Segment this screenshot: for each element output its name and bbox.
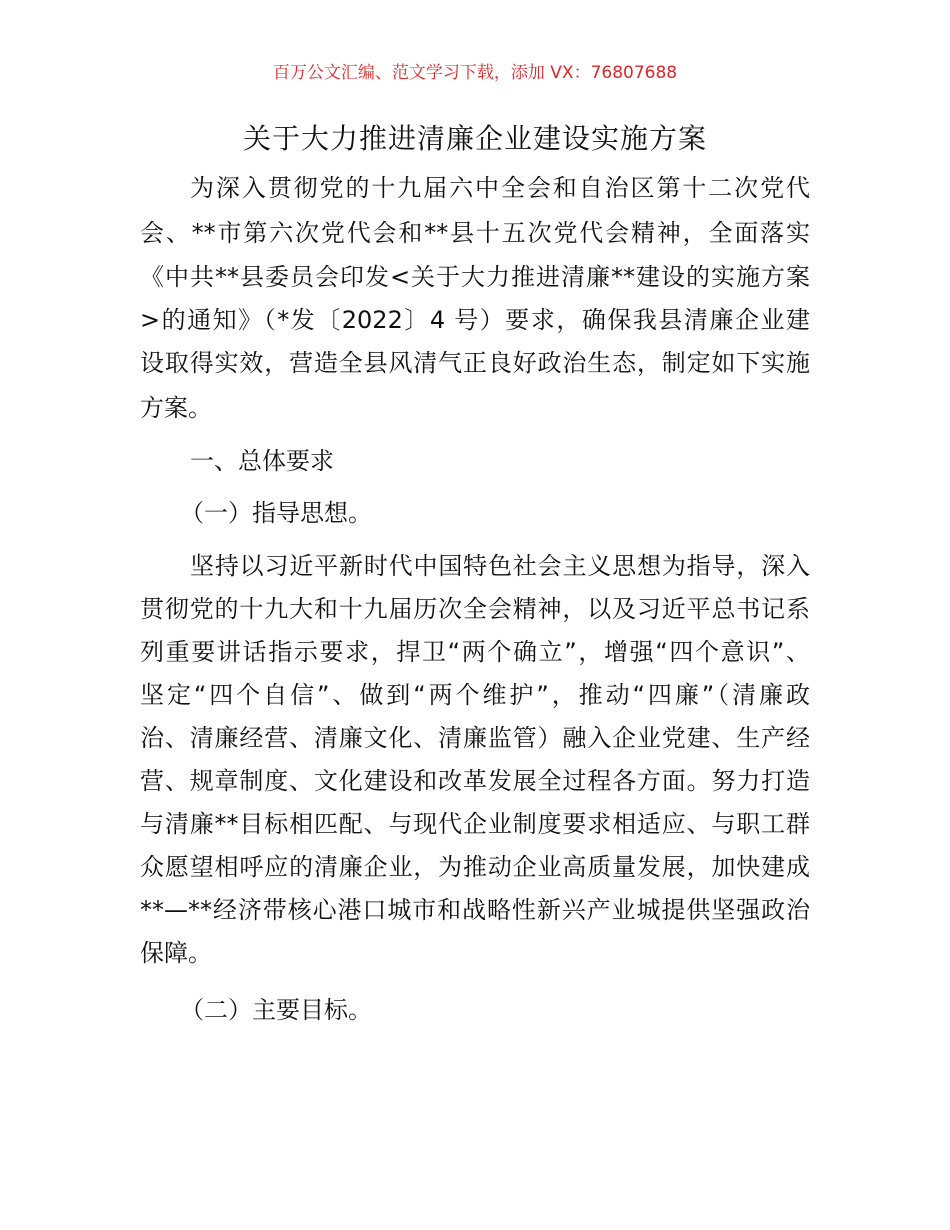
paragraph-line: 列重要讲话指示要求，捍卫“两个确立”，增强“四个意识”、 bbox=[140, 638, 810, 666]
paragraph-line: 营、规章制度、文化建设和改革发展全过程各方面。努力打造 bbox=[140, 767, 810, 795]
paragraph-line: 坚定“四个自信”、做到“两个维护”，推动“四廉”（清廉政 bbox=[140, 681, 810, 709]
subsection-heading: （一）指导思想。 bbox=[180, 499, 372, 527]
paragraph-line: 保障。 bbox=[140, 939, 212, 967]
paragraph-line: 与清廉**目标相匹配、与现代企业制度要求相适应、与职工群 bbox=[140, 810, 810, 838]
paragraph-line: 会、**市第六次党代会和**县十五次党代会精神，全面落实 bbox=[140, 219, 810, 247]
paragraph-line: >的通知》（*发〔2022〕4 号）要求，确保我县清廉企业建 bbox=[140, 306, 810, 334]
paragraph-line: 坚持以习近平新时代中国特色社会主义思想为指导，深入 bbox=[190, 552, 810, 580]
paragraph-line: 众愿望相呼应的清廉企业，为推动企业高质量发展，加快建成 bbox=[140, 853, 810, 881]
paragraph-line: **—**经济带核心港口城市和战略性新兴产业城提供坚强政治 bbox=[140, 896, 810, 924]
document-title: 关于大力推进清廉企业建设实施方案 bbox=[242, 122, 707, 155]
paragraph-line: 贯彻党的十九大和十九届历次全会精神，以及习近平总书记系 bbox=[140, 595, 810, 623]
paragraph-line: 治、清廉经营、清廉文化、清廉监管）融入企业党建、生产经 bbox=[140, 724, 810, 752]
watermark-header: 百万公文汇编、范文学习下载，添加 VX：76807688 bbox=[272, 63, 678, 83]
paragraph-line: 设取得实效，营造全县风清气正良好政治生态，制定如下实施 bbox=[140, 349, 810, 377]
section-heading: 一、总体要求 bbox=[190, 447, 334, 475]
paragraph-line: 《中共**县委员会印发<关于大力推进清廉**建设的实施方案 bbox=[140, 263, 810, 291]
paragraph-line: 方案。 bbox=[140, 394, 212, 422]
subsection-heading: （二）主要目标。 bbox=[180, 996, 372, 1024]
paragraph-line: 为深入贯彻党的十九届六中全会和自治区第十二次党代 bbox=[190, 174, 810, 202]
